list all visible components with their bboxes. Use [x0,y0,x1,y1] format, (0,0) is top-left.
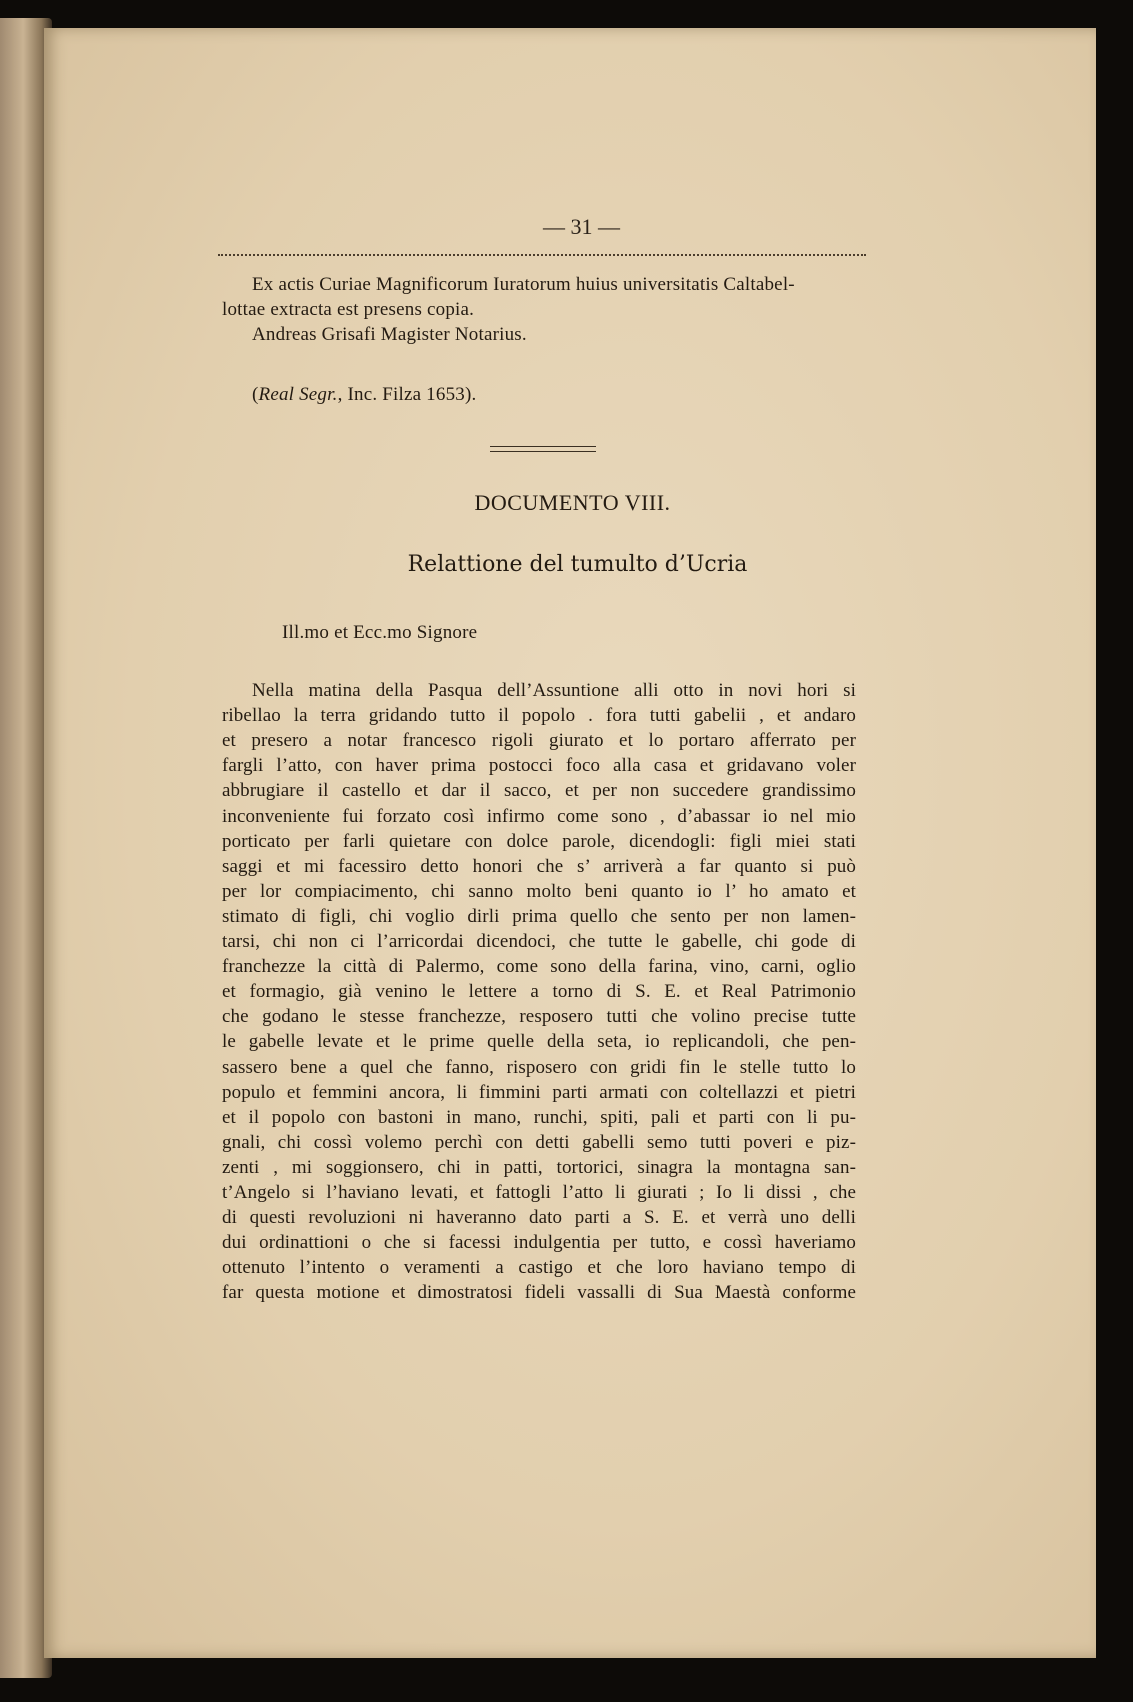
body-line: et presero a notar francesco rigoli giurato et lo portaro afferrato per [222,730,856,751]
body-line: ottenuto l’intento o veramenti a castigo et che loro haviano tempo di [222,1257,856,1278]
body-line: inconveniente fui forzato così infirmo come sono , d’abassar io nel mio [222,806,856,827]
page-number: — 31 — [543,214,620,239]
body-line: far questa motione et dimostratosi fideli vassalli di Sua Maestà conforme [222,1282,856,1303]
body-line: tarsi, chi non ci l’arricordai dicendoci, che tutte le gabelle, chi gode di [222,931,856,952]
body-line: et formagio, già venino le lettere a torno di S. E. et Real Patrimonio [222,981,856,1002]
body-line: Nella matina della Pasqua dell’Assuntione alli otto in novi hori si [252,680,856,701]
section-divider [490,446,596,452]
body-line: ribellao la terra gridando tutto il popolo . fora tutti gabelii , et andaro [222,705,856,726]
body-line: fargli l’atto, con haver prima postocci foco alla casa et gridavano voler [222,755,856,776]
body-line: abbrugiare il castello et dar il sacco, et per non succedere grandissimo [222,780,856,801]
body-line: porticato per farli quietare con dolce parole, dicendogli: figli miei stati [222,831,856,852]
header-line-1: Ex actis Curiae Magnificorum Iuratorum huius universitatis Caltabel- [252,274,795,295]
body-line: gnali, chi cossì volemo perchì con detti gabelli semo tutti poveri e piz- [222,1132,856,1153]
body-line: stimato di figli, chi voglio dirli prima quello che sento per non lamen- [222,906,856,927]
header-line-3: Andreas Grisafi Magister Notarius. [252,324,527,345]
citation-source: Real Segr. [258,384,338,405]
body-line: franchezze la città di Palermo, come sono della farina, vino, carni, oglio [222,956,856,977]
body-line: saggi et mi facessiro detto honori che s’ arriverà a far quanto si può [222,856,856,877]
body-line: et il popolo con bastoni in mano, runchi, spiti, pali et parti con li pu- [222,1107,856,1128]
body-line: per lor compiacimento, chi sanno molto beni quanto io l’ ho amato et [222,881,856,902]
body-line: zenti , mi soggionsero, chi in patti, tortorici, sinagra la montagna san- [222,1157,856,1178]
salutation: Ill.mo et Ecc.mo Signore [282,622,478,643]
body-line: le gabelle levate et le prime quelle della seta, io replicandoli, che pen- [222,1031,856,1052]
body-line: che godano le stesse franchezze, resposero tutti che volino precise tutte [222,1006,856,1027]
body-line: di questi revoluzioni ni haveranno dato parti a S. E. et verrà uno delli [222,1207,856,1228]
citation-reference: , Inc. Filza 1653). [337,384,477,405]
body-line: populo et femmini ancora, li fimmini parti armati con coltellazzi et pietri [222,1082,856,1103]
body-line: dui ordinattioni o che si facessi indulgentia per tutto, e cossì haveriamo [222,1232,856,1253]
citation-open: ( [252,384,259,405]
document-subtitle: Relattione del tumulto d’Ucria [407,552,748,577]
citation [252,384,476,406]
header-line-2: lottae extracta est presens copia. [222,299,475,320]
body-line: t’Angelo si l’haviano levati, et fattogli l’atto li giurati ; Io li dissi , che [222,1182,856,1203]
document-title: DOCUMENTO VIII. [474,490,671,515]
body-line: sassero bene a quel che fanno, risposero con gridi fin le stelle tutto lo [222,1057,856,1078]
header-rule [218,254,866,256]
